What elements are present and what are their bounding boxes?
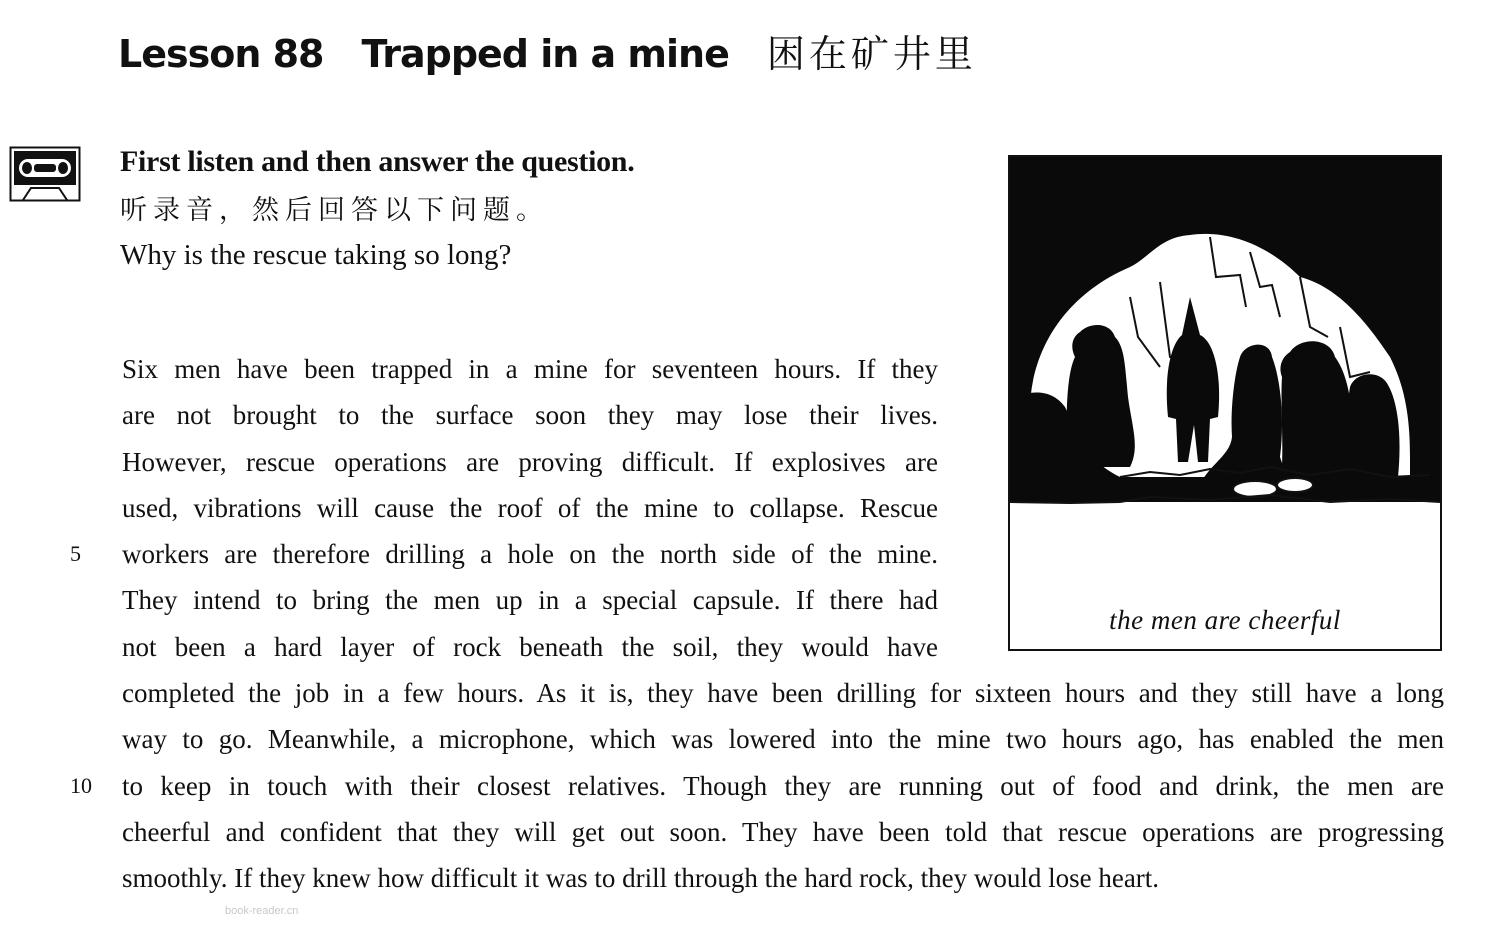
passage-line: used, vibrations will cause the roof of the mine to collapse. Rescue <box>122 492 938 523</box>
passage-line: 10 to keep in touch with their closest relatives. Though they are running out of food and drink, the men are <box>122 763 1444 809</box>
lesson-number: Lesson 88 <box>118 32 324 76</box>
passage-line: However, rescue operations are proving difficult. If explosives are <box>122 446 938 477</box>
passage-line: Six men have been trapped in a mine for seventeen hours. If they <box>122 354 938 384</box>
passage-line: not been a hard layer of rock beneath the soil, they would have <box>122 631 938 662</box>
illustration-figure <box>1008 155 1442 651</box>
lesson-title <box>118 26 977 82</box>
passage-line: cheerful and confident that they will get out soon. They have been told that rescue operations are progressing <box>122 816 1444 847</box>
passage-line: smoothly. If they knew how difficult it was to drill through the hard rock, they would lose heart. <box>122 863 1160 894</box>
comprehension-question: Why is the rescue taking so long? <box>120 239 512 271</box>
passage-line: completed the job in a few hours. As it is, they have been drilling for sixteen hours and they still have a long <box>122 678 1444 709</box>
figure-caption: the men are cheerful <box>1109 605 1341 635</box>
watermark: book-reader.cn <box>225 905 299 917</box>
line-number: 10 <box>70 772 92 798</box>
instruction-heading: First listen and then answer the question. <box>120 145 635 178</box>
instruction-heading-cn: 听录音，然后回答以下问题。 <box>120 195 549 225</box>
line-number: 5 <box>70 541 81 567</box>
miners-silhouette-illustration <box>1010 157 1440 557</box>
lesson-title-en: Trapped in a mine <box>361 32 729 76</box>
cassette-tape-icon[interactable] <box>9 146 81 202</box>
passage-line: 5 workers are therefore drilling a hole on the north side of the mine. <box>122 531 938 577</box>
passage-line: They intend to bring the men up in a special capsule. If there had <box>122 585 938 616</box>
passage-line: are not brought to the surface soon they may lose their lives. <box>122 400 938 431</box>
passage-line: way to go. Meanwhile, a microphone, which was lowered into the mine two hours ago, has enabled the men <box>122 724 1444 755</box>
lesson-title-cn: 困在矿井里 <box>766 32 977 76</box>
